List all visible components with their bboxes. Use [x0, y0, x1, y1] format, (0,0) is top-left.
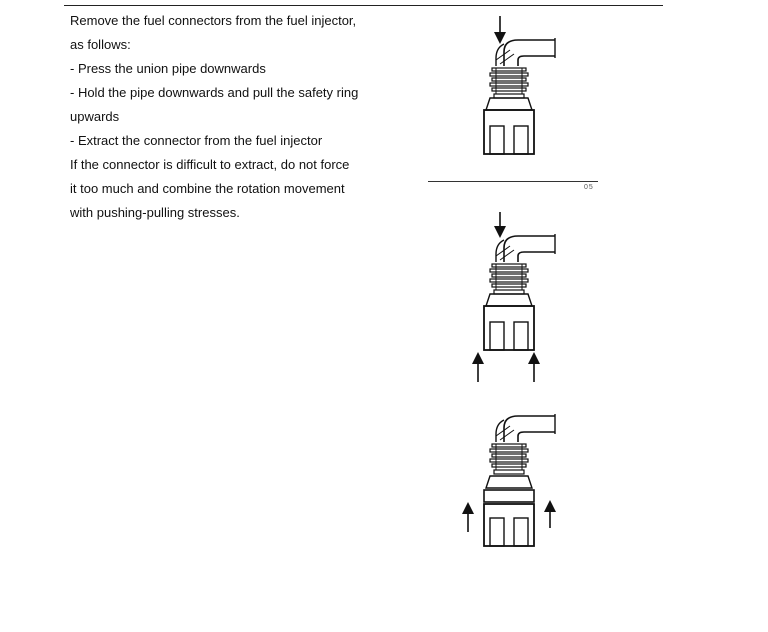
figure-press-union-pipe	[460, 14, 570, 164]
instruction-line: as follows:	[70, 37, 131, 52]
figure-extract-connector	[460, 410, 570, 550]
instruction-step-hold: - Hold the pipe downwards and pull the safety ring	[70, 85, 359, 100]
instruction-text	[70, 9, 400, 225]
figure-pull-safety-ring	[460, 210, 570, 385]
instruction-note: If the connector is difficult to extract, do not force	[70, 157, 350, 172]
instruction-line: upwards	[70, 109, 120, 124]
instruction-note: it too much and combine the rotation movement	[70, 181, 345, 196]
top-rule	[64, 5, 663, 6]
instruction-note: with pushing-pulling stresses.	[70, 205, 240, 220]
figure-divider	[428, 181, 598, 182]
instruction-step-extract: - Extract the connector from the fuel injector	[70, 133, 323, 148]
instruction-step-press: - Press the union pipe downwards	[70, 61, 266, 76]
instruction-line: Remove the fuel connectors from the fuel injector,	[70, 13, 357, 28]
page-code: 05	[584, 184, 594, 191]
